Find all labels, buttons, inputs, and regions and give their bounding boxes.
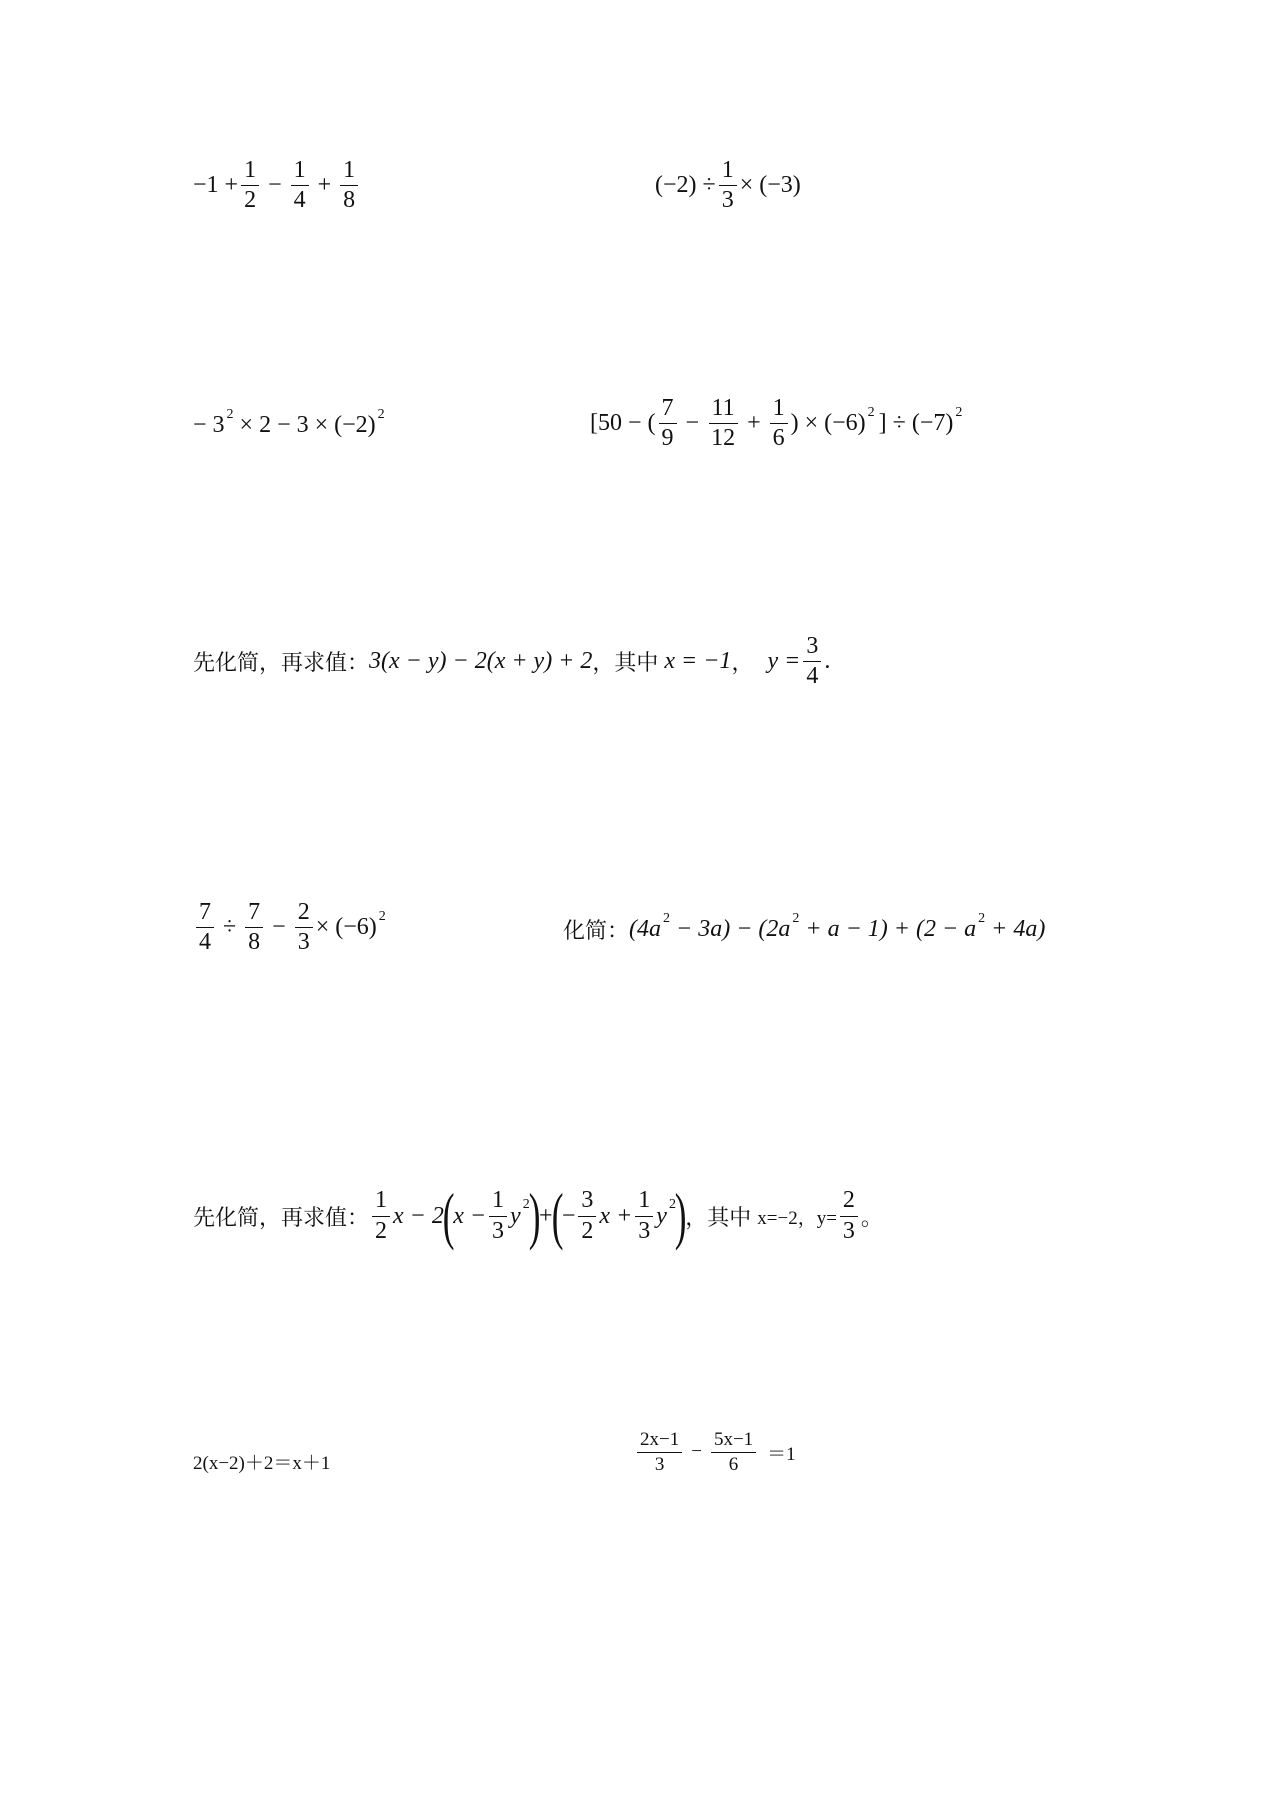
denominator: 2	[375, 1217, 388, 1244]
big-paren: )	[528, 1180, 541, 1251]
numerator: 7	[196, 900, 214, 928]
instruction: 先化简，再求值：	[193, 1205, 370, 1231]
exponent: 2	[663, 910, 671, 926]
fraction	[340, 158, 358, 213]
fraction	[708, 396, 738, 451]
denominator: 3	[842, 1217, 855, 1244]
p3-a: − 3	[193, 412, 225, 438]
problem-9	[193, 1448, 330, 1475]
operator: −	[691, 1441, 702, 1463]
p3-b: × 2 − 3 × (−2)	[239, 412, 376, 438]
exponent: 2	[867, 404, 875, 420]
denominator: 3	[721, 187, 734, 214]
instruction: 化简：	[563, 919, 630, 944]
numerator: 7	[659, 396, 677, 424]
numerator: 1	[340, 158, 358, 186]
p9-expression: 2(x−2)＋2＝x＋1	[193, 1453, 331, 1474]
problem-2	[655, 158, 801, 213]
p7-part: + 4a)	[991, 916, 1046, 942]
numerator: 1	[770, 396, 788, 424]
xy-values: x=−2，y=	[757, 1207, 837, 1229]
p8-term: y	[656, 1202, 667, 1229]
denominator: 4	[293, 187, 306, 214]
numerator: 1	[635, 1188, 653, 1216]
denominator: 9	[661, 425, 674, 452]
p8-term: −	[561, 1202, 576, 1229]
denominator: 3	[492, 1217, 505, 1244]
big-paren: (	[442, 1180, 455, 1251]
operator: +	[747, 410, 761, 437]
p8-term: y	[510, 1202, 521, 1229]
fraction	[245, 900, 263, 955]
operator: −	[272, 914, 286, 941]
separator: ，	[731, 651, 754, 677]
fraction	[840, 1188, 858, 1243]
p4-lead: [50 − (	[590, 410, 656, 437]
fraction	[291, 158, 309, 213]
fraction	[372, 1188, 390, 1243]
p5-expression: 3(x − y) − 2(x + y) + 2	[369, 648, 593, 675]
fraction	[489, 1188, 507, 1243]
operator: ÷	[223, 914, 237, 941]
numerator: 3	[803, 634, 821, 662]
numerator: 11	[709, 396, 738, 424]
numerator: 2	[840, 1188, 858, 1216]
p7-part: (4a	[629, 916, 662, 942]
p7-part: − 3a) − (2a	[676, 916, 791, 942]
fraction	[295, 900, 313, 955]
exponent: 2	[522, 1197, 530, 1212]
problem-5	[193, 634, 830, 689]
denominator: 4	[199, 929, 211, 956]
exponent: 2	[226, 406, 234, 422]
numerator: 1	[241, 158, 259, 186]
period: .	[824, 648, 831, 675]
problem-8	[193, 1180, 883, 1251]
operator: −	[268, 172, 282, 199]
fraction	[659, 396, 677, 451]
p8-term: x −	[453, 1202, 487, 1229]
exponent: 2	[377, 406, 385, 422]
exponent: 2	[792, 910, 800, 926]
fraction	[637, 1430, 682, 1475]
instruction: 先化简，再求值：	[193, 651, 370, 677]
denominator: 4	[806, 663, 819, 690]
numerator: 3	[578, 1188, 596, 1216]
denominator: 8	[248, 929, 261, 956]
denominator: 3	[654, 1453, 665, 1475]
p6-tail: × (−6)	[315, 914, 377, 941]
operator: +	[317, 172, 332, 199]
denominator: 6	[728, 1453, 739, 1475]
p10-rhs: ＝1	[767, 1443, 796, 1465]
where-label: ，其中	[592, 651, 659, 677]
y-label: y =	[767, 648, 801, 675]
numerator: 1	[291, 158, 309, 186]
numerator: 2x−1	[637, 1430, 682, 1453]
denominator: 12	[711, 425, 736, 452]
denominator: 2	[244, 187, 257, 214]
denominator: 2	[581, 1217, 594, 1244]
x-value: x = −1	[664, 648, 732, 675]
fraction	[578, 1188, 596, 1243]
p4-mid: ) × (−6)	[790, 410, 866, 437]
denominator: 6	[772, 425, 785, 452]
fraction	[241, 158, 259, 213]
big-paren: (	[551, 1180, 564, 1251]
p7-part: + a − 1) + (2 − a	[805, 916, 977, 942]
fraction	[711, 1430, 756, 1475]
fraction	[196, 900, 214, 955]
operator: −	[685, 410, 700, 437]
numerator: 1	[372, 1188, 390, 1216]
problem-10	[634, 1430, 796, 1475]
fraction	[719, 158, 737, 213]
p8-term: x − 2	[393, 1202, 444, 1229]
exponent: 2	[955, 404, 963, 420]
problem-1	[193, 158, 361, 213]
operator: +	[539, 1202, 553, 1229]
where-label: ，其中	[685, 1205, 752, 1231]
p4-mid2: ] ÷ (−7)	[878, 410, 954, 437]
denominator: 3	[297, 929, 310, 956]
problem-4	[590, 396, 962, 451]
period: 。	[860, 1205, 883, 1231]
exponent: 2	[668, 1197, 676, 1212]
denominator: 8	[343, 187, 356, 214]
numerator: 5x−1	[711, 1430, 756, 1453]
p2-lead: (−2) ÷	[655, 172, 716, 199]
numerator: 7	[245, 900, 263, 928]
fraction	[770, 396, 788, 451]
p1-lead: −1 +	[193, 172, 239, 199]
numerator: 2	[295, 900, 313, 928]
problem-7	[563, 910, 1046, 945]
exponent: 2	[978, 910, 986, 926]
problem-3	[193, 406, 385, 439]
fraction	[635, 1188, 653, 1243]
denominator: 3	[638, 1217, 651, 1244]
p8-term: x +	[599, 1202, 633, 1229]
big-paren: )	[674, 1180, 687, 1251]
numerator: 1	[719, 158, 737, 186]
numerator: 1	[489, 1188, 507, 1216]
fraction	[803, 634, 821, 689]
p2-tail: × (−3)	[739, 172, 801, 199]
exponent: 2	[378, 908, 386, 924]
problem-6	[193, 900, 386, 955]
